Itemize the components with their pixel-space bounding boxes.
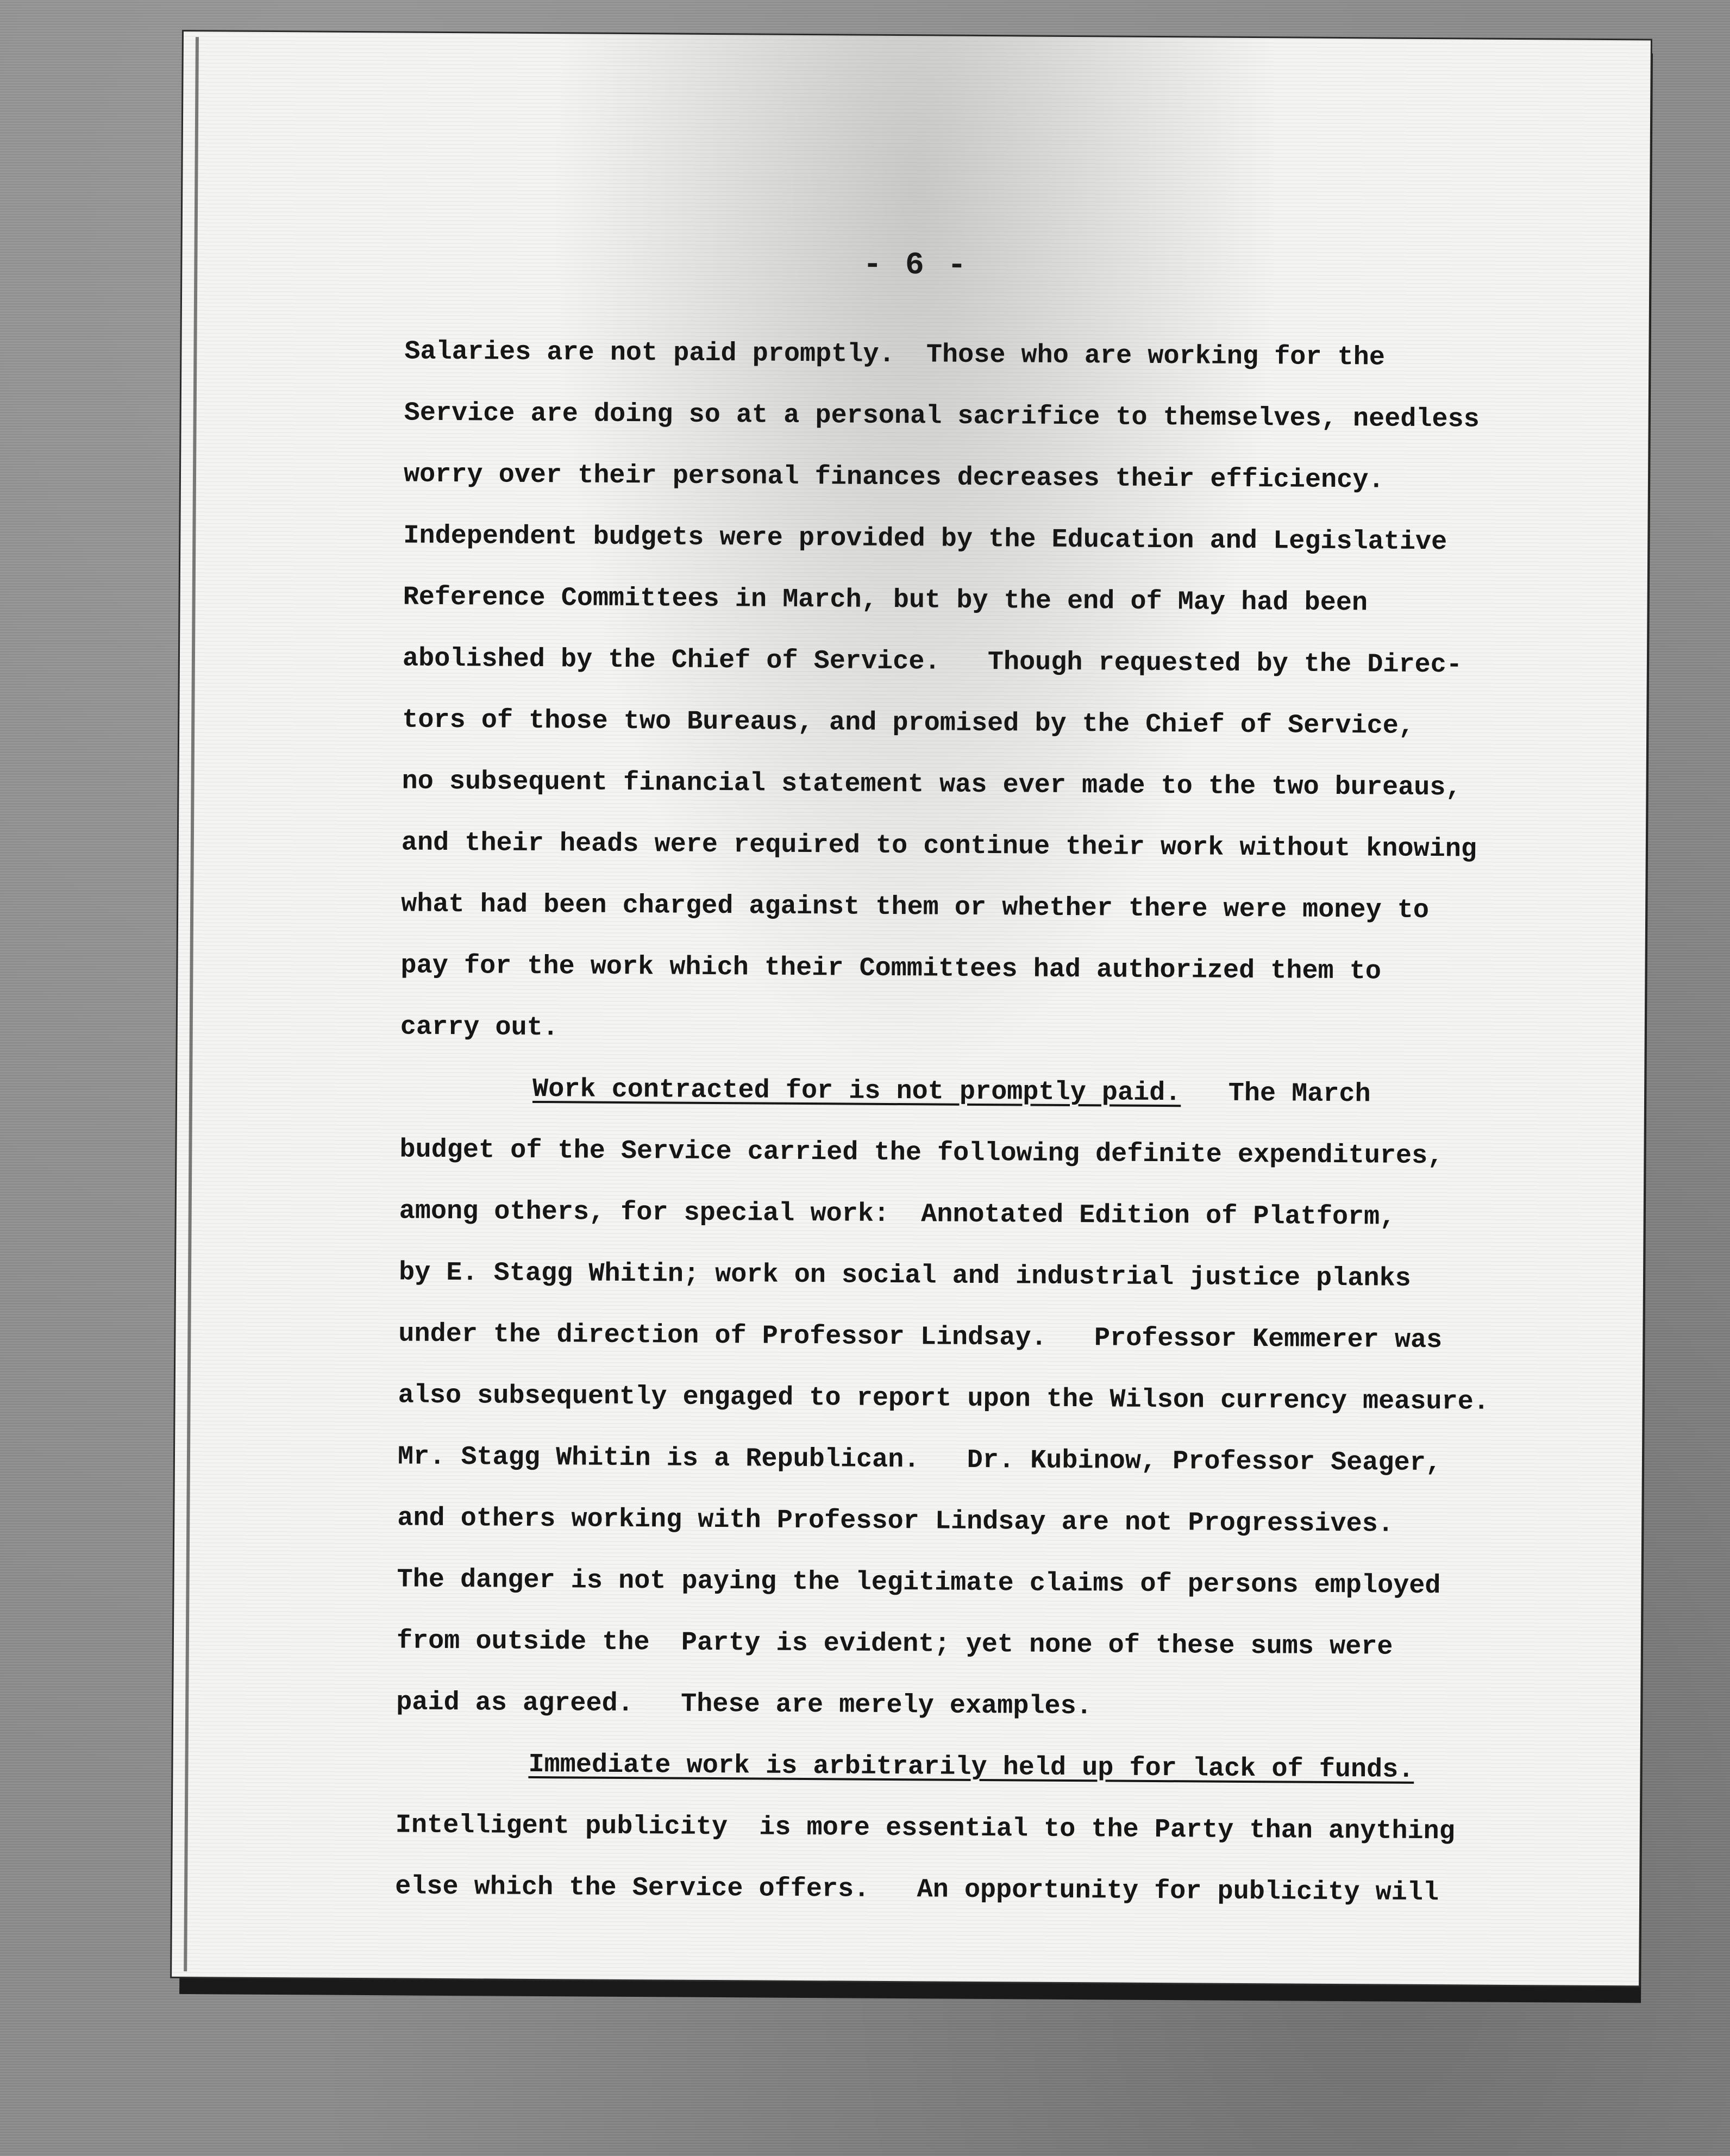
text-line: else which the Service offers. An opportunity for publicity will [394, 1871, 1439, 1908]
text-line: budget of the Service carried the following definite expenditures, [399, 1135, 1444, 1171]
text-line: abolished by the Chief of Service. Though requested by the Direc- [402, 643, 1463, 680]
document-page [172, 32, 1651, 1985]
page-edge-rule [184, 37, 199, 1971]
text-line: Reference Committees in March, but by the end of May had been [403, 582, 1368, 618]
page-number: - 6 - [863, 247, 969, 284]
text-line: Intelligent publicity is more essential to the Party than anything [395, 1810, 1456, 1847]
text-line: what had been charged against them or whether there were money to [401, 889, 1430, 926]
text-line: no subsequent financial statement was ever made to the two bureaus, [402, 766, 1462, 803]
text-line: paid as agreed. These are merely examples. [396, 1687, 1092, 1722]
text-line: and others working with Professor Lindsay are not Progressives. [397, 1503, 1394, 1539]
underlined-heading: Immediate work is arbitrarily held up for lack of funds. [528, 1749, 1414, 1785]
body-text [395, 321, 1638, 1925]
text-line: pay for the work which their Committees had authorized them to [400, 950, 1382, 987]
heading-trailing-text: The March [1181, 1078, 1371, 1110]
text-line: under the direction of Professor Lindsay. Professor Kemmerer was [398, 1319, 1443, 1356]
text-line: tors of those two Bureaus, and promised by the Chief of Service, [402, 705, 1415, 741]
text-line: carry out. [400, 1012, 559, 1043]
underlined-heading: Work contracted for is not promptly paid. [532, 1074, 1181, 1108]
text-line: by E. Stagg Whitin; work on social and industrial justice planks [398, 1257, 1411, 1294]
text-line: Mr. Stagg Whitin is a Republican. Dr. Kubinow, Professor Seager, [397, 1441, 1442, 1478]
text-line: The danger is not paying the legitimate claims of persons employed [397, 1564, 1441, 1601]
text-line: Independent budgets were provided by the Education and Legislative [403, 521, 1447, 557]
section-heading-line [396, 1733, 1629, 1802]
text-line: also subsequently engaged to report upon the Wilson currency measure. [398, 1380, 1490, 1417]
section-heading-line [400, 1057, 1634, 1126]
text-line: Salaries are not paid promptly. Those who are working for the [404, 336, 1386, 373]
text-line: among others, for special work: Annotated Edition of Platform, [399, 1196, 1396, 1232]
text-line: and their heads were required to continue their work without knowing [401, 828, 1477, 864]
text-line: Service are doing so at a personal sacrifice to themselves, needless [404, 398, 1480, 435]
text-line: from outside the Party is evident; yet none of these sums were [396, 1626, 1393, 1662]
text-line: worry over their personal finances decreases their efficiency. [403, 459, 1384, 496]
